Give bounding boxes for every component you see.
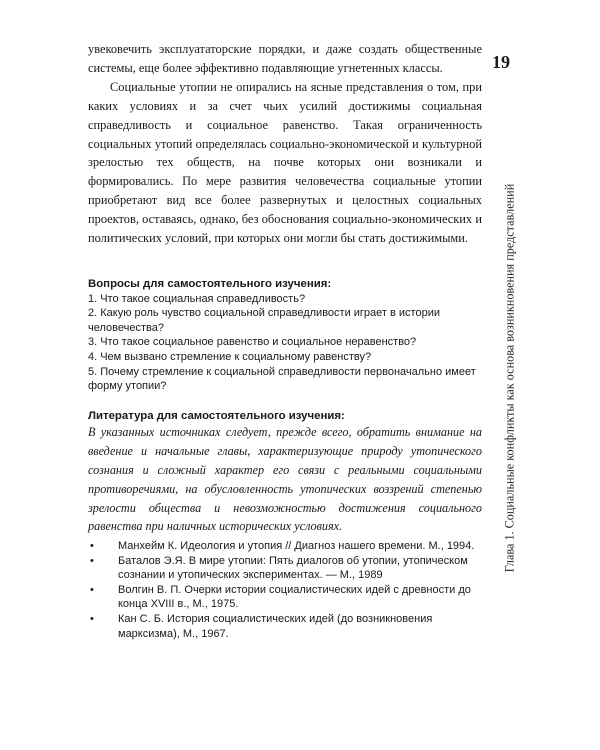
running-head (490, 80, 530, 676)
reference-item (88, 539, 482, 554)
questions-list (88, 292, 482, 394)
literature-intro: В указанных источниках следует, прежде всего, обратить внимание на введение и начальные главы, характеризующие природу утопического сознания и сложный характер его связи с реальными социальными противоречиями, на обусловленность утопических воззрений степенью зрелости общества и невозможностью достижения социального равенства при наличных исторических условиях. (88, 425, 482, 534)
body-paragraph: Социальные утопии не опирались на ясные представления о том, при каких условиях и за счет чьих усилий достижимы социальная справедливость и социальное равенство. Такая ограниченность социальных утопий определялась социально-экономической и культурной зрелостью тех обществ, на почве которых они возникали и формировались. По мере развития человечества социальные утопии приобретают вид все более развернутых и целостных социальных проектов, оставаясь, однако, без обоснования социально-экономических и политических условий, при которых они могли бы стать достижимыми. (88, 79, 482, 246)
bullet-icon: • (90, 540, 94, 553)
running-head-text: Глава 1. Социальные конфликты как основа возникновения представлений (502, 183, 517, 573)
bullet-icon: • (90, 583, 94, 596)
questions-heading: Вопросы для самостоятельного изучения: (88, 277, 332, 290)
page-number: 19 (492, 52, 510, 72)
question-item: 2. Какую роль чувство социальной справедливости играет в истории человечества? (88, 307, 440, 334)
main-text-column (88, 40, 482, 641)
references-list (88, 539, 482, 641)
reference-text: Манхейм К. Идеология и утопия // Диагноз нашего времени. М., 1994. (118, 540, 475, 553)
reference-item (88, 612, 482, 641)
reference-text: Баталов Э.Я. В мире утопии: Пять диалогов об утопии, утопическом сознании и утопических экспериментах. — М., 1989 (118, 554, 468, 582)
reference-item (88, 554, 482, 583)
bullet-icon: • (90, 613, 94, 626)
reference-text: Кан С. Б. История социалистических идей (до возникновения марксизма), М., 1967. (118, 613, 433, 640)
reference-text: Волгин В. П. Очерки истории социалистических идей с древности до конца XVIII в., М., 1975. (118, 583, 471, 611)
body-text (88, 40, 482, 248)
question-item: 5. Почему стремление к социальной справедливости первоначально имеет форму утопии? (88, 365, 476, 393)
bullet-icon: • (90, 554, 94, 567)
reference-item (88, 583, 482, 612)
question-item: 4. Чем вызвано стремление к социальному равенству? (88, 350, 372, 363)
questions-section (88, 277, 482, 394)
literature-heading: Литература для самостоятельного изучения: (88, 409, 345, 422)
question-item: 1. Что такое социальная справедливость? (88, 292, 306, 305)
body-paragraph-continuation: увековечить эксплуататорские порядки, и даже создать общественные системы, еще более эффективно подавляющие угнетенных классы. (88, 42, 482, 75)
literature-section (88, 409, 482, 642)
question-item: 3. Что такое социальное равенство и социальное неравенство? (88, 336, 417, 349)
